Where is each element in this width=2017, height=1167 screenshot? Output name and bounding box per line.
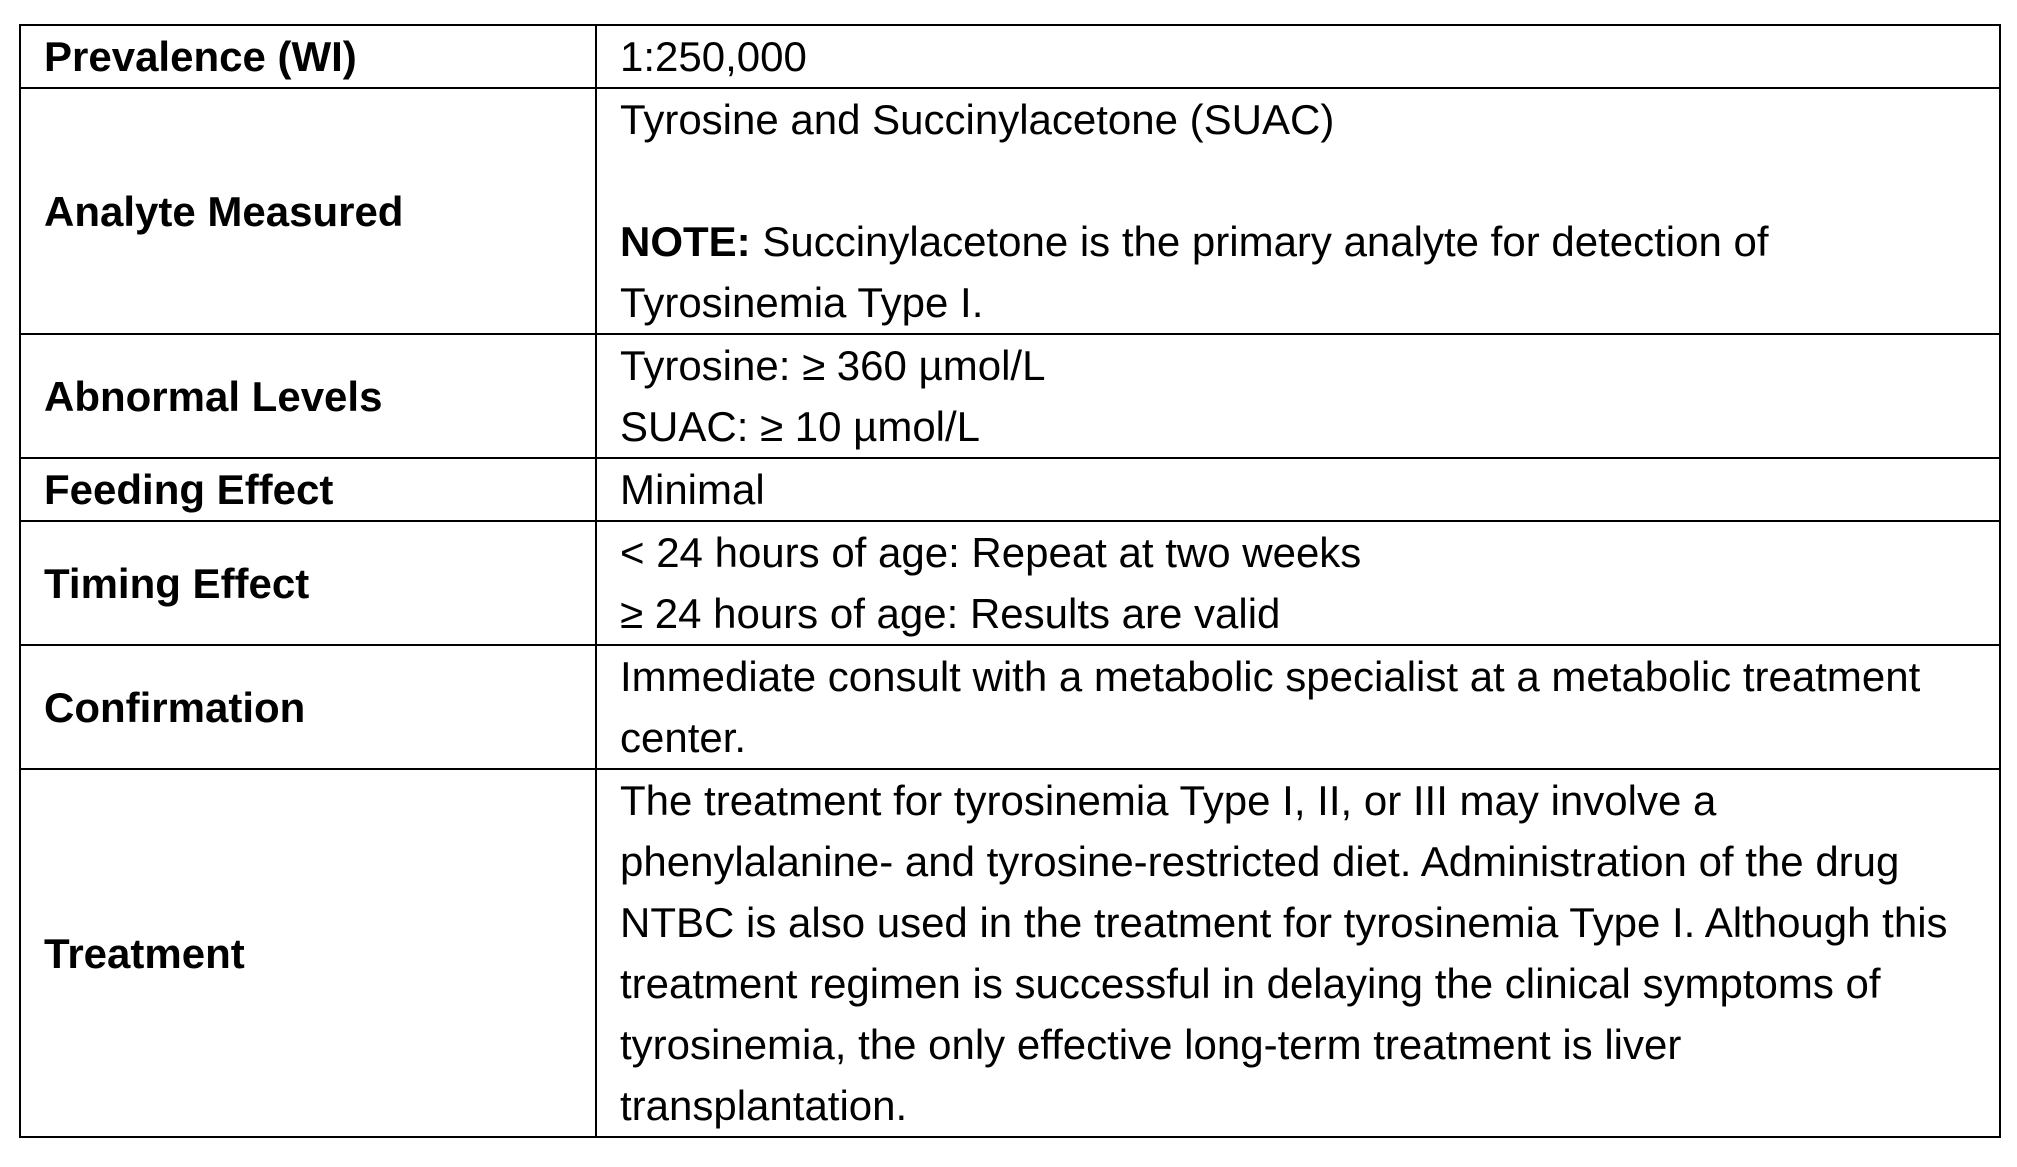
row-value xyxy=(596,458,2000,521)
row-label: Treatment xyxy=(20,769,596,1137)
table-row xyxy=(20,334,2000,458)
row-value xyxy=(596,334,2000,458)
value-line: 1:250,000 xyxy=(620,33,807,80)
blank-line xyxy=(620,150,1979,211)
row-label: Prevalence (WI) xyxy=(20,25,596,88)
row-value xyxy=(596,25,2000,88)
value-line: The treatment for tyrosinemia Type I, II, or III may involve a phenylalanine- and tyrosine-restricted diet. Administration of the drug NTBC is also used in the treatment for tyrosinemia Type I. Although this treatment regimen is successful in delaying the clinical symptoms of tyrosinemia, the only effective long-term treatment is liver transplantation. xyxy=(620,777,1948,1129)
value-line: ≥ 24 hours of age: Results are valid xyxy=(620,590,1281,637)
value-line: < 24 hours of age: Repeat at two weeks xyxy=(620,529,1362,576)
row-label: Feeding Effect xyxy=(20,458,596,521)
row-label: Confirmation xyxy=(20,645,596,769)
row-value xyxy=(596,88,2000,334)
value-line: Immediate consult with a metabolic specialist at a metabolic treatment center. xyxy=(620,653,1921,761)
note-label: NOTE: xyxy=(620,218,751,265)
table-row xyxy=(20,458,2000,521)
row-value xyxy=(596,769,2000,1137)
table-row xyxy=(20,521,2000,645)
value-line: Minimal xyxy=(620,466,765,513)
value-line: Tyrosine and Succinylacetone (SUAC) xyxy=(620,96,1335,143)
note-text: Succinylacetone is the primary analyte for detection of Tyrosinemia Type I. xyxy=(620,218,1769,326)
row-label: Timing Effect xyxy=(20,521,596,645)
value-line: SUAC: ≥ 10 µmol/L xyxy=(620,403,981,450)
table-row xyxy=(20,88,2000,334)
table-row xyxy=(20,25,2000,88)
row-label: Analyte Measured xyxy=(20,88,596,334)
table-row xyxy=(20,769,2000,1137)
table-row xyxy=(20,645,2000,769)
row-value xyxy=(596,521,2000,645)
note-paragraph xyxy=(620,211,1979,333)
info-table xyxy=(19,24,2001,1138)
row-value xyxy=(596,645,2000,769)
value-line: Tyrosine: ≥ 360 µmol/L xyxy=(620,342,1046,389)
row-label: Abnormal Levels xyxy=(20,334,596,458)
